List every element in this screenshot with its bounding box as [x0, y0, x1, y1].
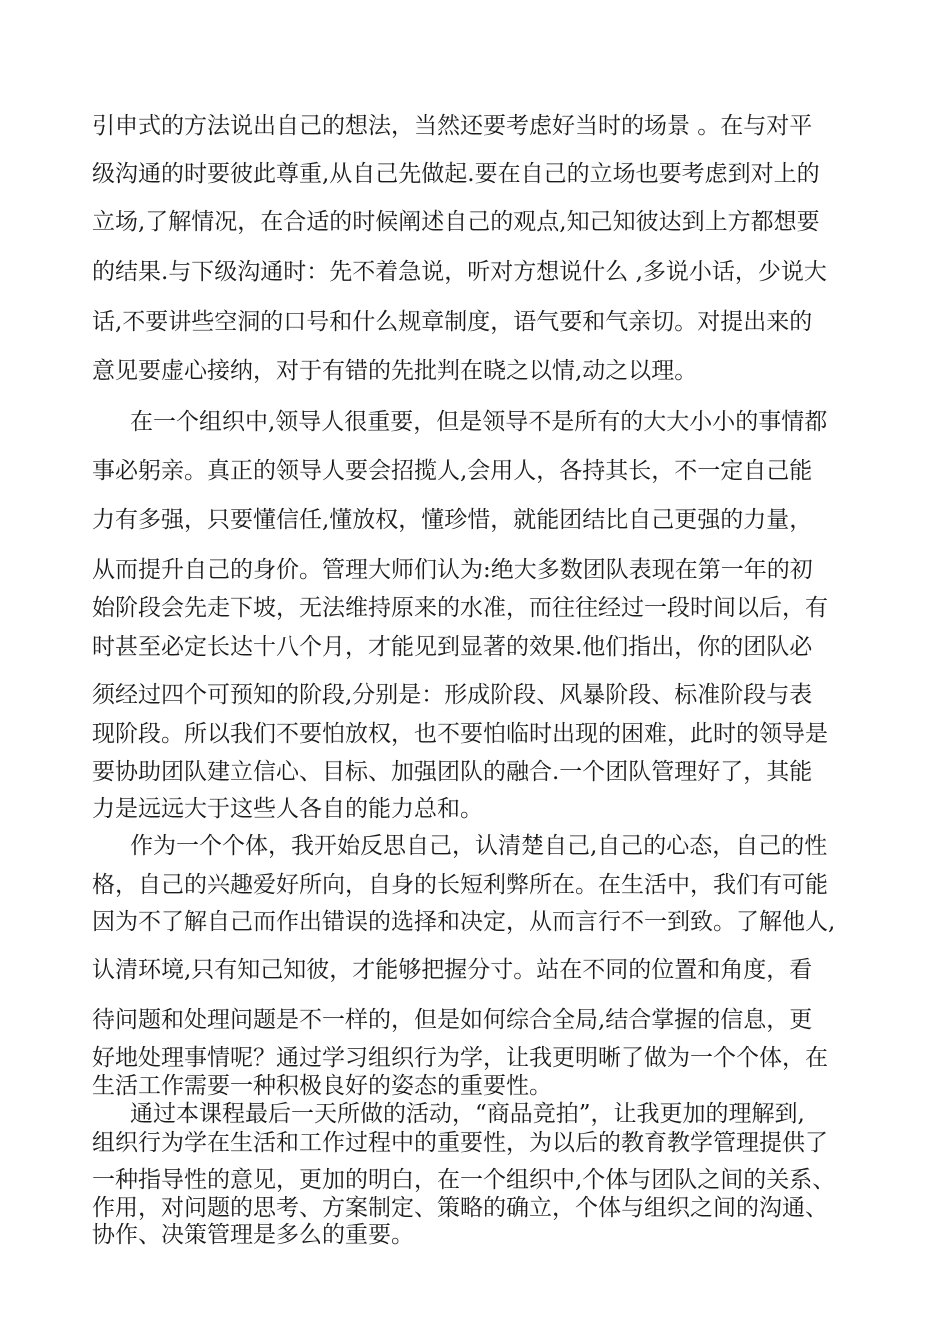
text-line: 事必躬亲。真正的领导人要会招揽人,会用人，各持其长，不一定自己能 [92, 458, 813, 484]
text-line: 的结果.与下级沟通时：先不着急说，听对方想说什么 ,多说小话，少说大 [92, 259, 827, 285]
text-line: 从而提升自己的身价。管理大师们认为:绝大多数团队表现在第一年的初 [92, 557, 813, 583]
text-line: 要协助团队建立信心、目标、加强团队的融合.一个团队管理好了，其能 [92, 759, 813, 785]
text-line: 始阶段会先走下坡，无法维持原来的水准，而往往经过一段时间以后，有 [92, 595, 828, 621]
text-line: 协作、决策管理是多么的重要。 [92, 1222, 414, 1248]
text-line: 待问题和处理问题是不一样的，但是如何综合全局,结合掌握的信息，更 [92, 1007, 813, 1033]
text-line: 组织行为学在生活和工作过程中的重要性，为以后的教育教学管理提供了 [92, 1130, 828, 1156]
text-line: 意见要虚心接纳，对于有错的先批判在晓之以情,动之以理。 [92, 358, 698, 384]
text-line: 生活工作需要一种积极良好的姿态的重要性。 [92, 1073, 552, 1099]
text-line: 力有多强，只要懂信任,懂放权，懂珍惜，就能团结比自己更强的力量， [92, 507, 813, 533]
text-line: 时甚至必定长达十八个月，才能见到显著的效果.他们指出，你的团队必 [92, 634, 813, 660]
paragraph-first-line: 作为一个个体，我开始反思自己，认清楚自己,自己的心态，自己的性 [130, 833, 828, 859]
text-line: 力是远远大于这些人各自的能力总和。 [92, 796, 483, 822]
text-line: 现阶段。所以我们不要怕放权，也不要怕临时出现的困难，此时的领导是 [92, 721, 828, 747]
text-line: 认清环境,只有知己知彼，才能够把握分寸。站在不同的位置和角度，看 [92, 957, 813, 983]
text-line: 一种指导性的意见，更加的明白，在一个组织中,个体与团队之间的关系、 [92, 1167, 836, 1193]
text-line: 引申式的方法说出自己的想法，当然还要考虑好当时的场景 。在与对平 [92, 113, 813, 139]
text-line: 级沟通的时要彼此尊重,从自己先做起.要在自己的立场也要考虑到对上的 [92, 161, 820, 187]
text-line: 须经过四个可预知的阶段,分别是：形成阶段、风暴阶段、标准阶段与表 [92, 682, 813, 708]
text-line: 好地处理事情呢？通过学习组织行为学，让我更明晰了做为一个个体，在 [92, 1045, 828, 1071]
text-line: 立场,了解情况，在合适的时候阐述自己的观点,知己知彼达到上方都想要 [92, 209, 820, 235]
text-line: 话,不要讲些空洞的口号和什么规章制度，语气要和气亲切。对提出来的 [92, 309, 813, 335]
paragraph-first-line: 在一个组织中,领导人很重要，但是领导不是所有的大大小小的事情都 [130, 409, 828, 435]
text-line: 因为不了解自己而作出错误的选择和决定，从而言行不一到致。了解他人, [92, 909, 836, 935]
paragraph-first-line: 通过本课程最后一天所做的活动，“商品竞拍”，让我更加的理解到, [130, 1101, 805, 1127]
text-line: 作用，对问题的思考、方案制定、策略的确立，个体与组织之间的沟通、 [92, 1195, 828, 1221]
text-line: 格，自己的兴趣爱好所向，自身的长短利弊所在。在生活中，我们有可能 [92, 872, 828, 898]
